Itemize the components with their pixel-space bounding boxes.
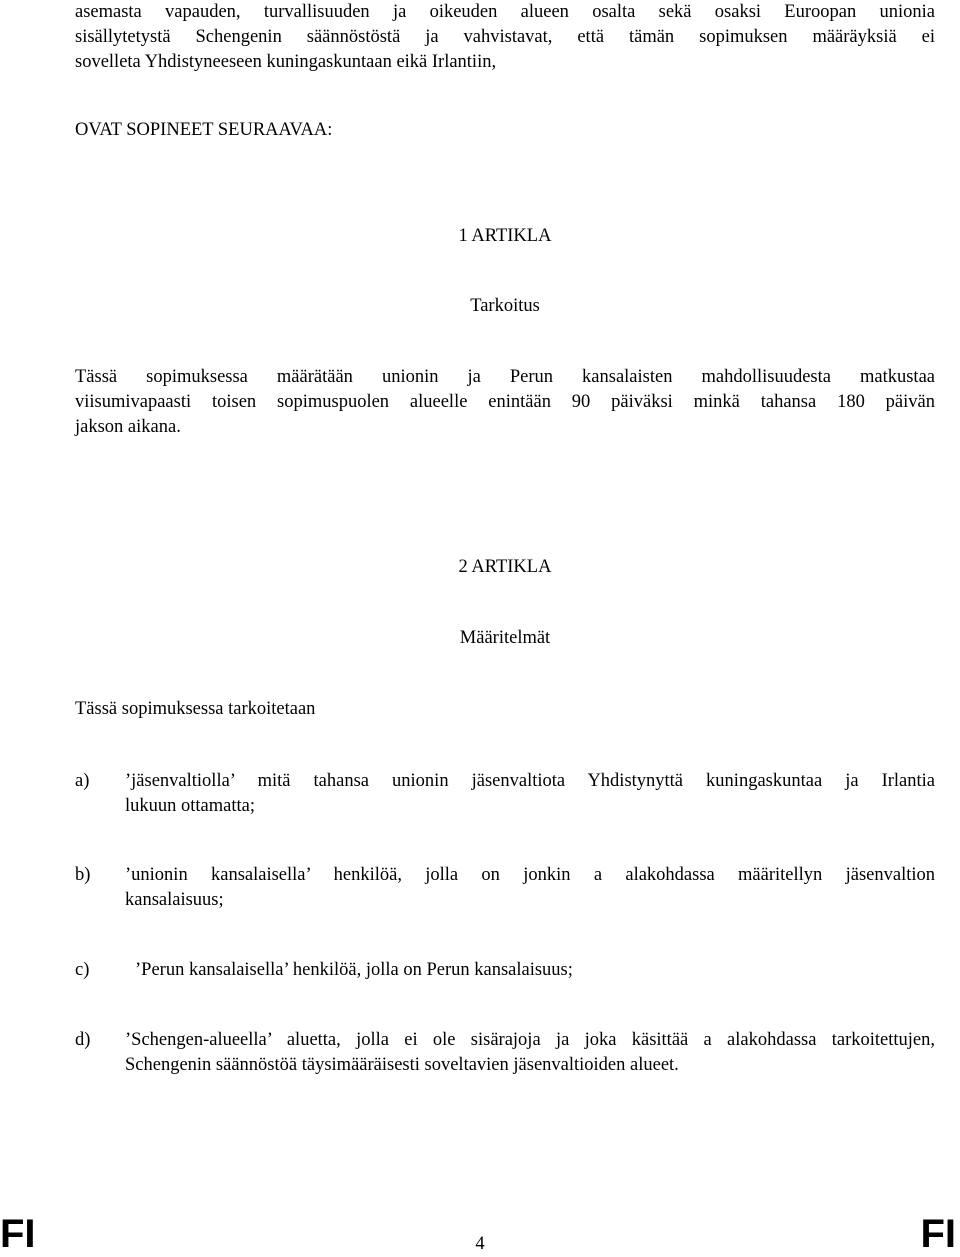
item-line: ’Schengen-alueella’ aluetta, jolla ei ole sisärajoja ja joka käsittää a alakohdassa tarkoitettujen, — [125, 1030, 935, 1050]
item-line: Schengenin säännöstöä täysimääräisesti soveltavien jäsenvaltioiden alueet. — [125, 1055, 679, 1075]
article-2-intro: Tässä sopimuksessa tarkoitetaan — [75, 699, 316, 719]
intro-line: sovelleta Yhdistyneeseen kuningaskuntaan eikä Irlantiin, — [75, 52, 497, 72]
agreed-statement: OVAT SOPINEET SEURAAVAA: — [75, 120, 333, 140]
definition-item-a — [75, 769, 935, 819]
article-2-heading: 2 ARTIKLA — [458, 557, 552, 577]
item-letter: a) — [75, 771, 90, 791]
item-line: kansalaisuus; — [125, 890, 224, 910]
item-text — [125, 1028, 935, 1078]
item-text — [125, 769, 935, 819]
intro-line: sisällytetystä Schengenin säännöstöstä ja vahvistavat, että tämän sopimuksen määräyksiä ei — [75, 27, 935, 47]
article-1-line: Tässä sopimuksessa määrätään unionin ja Perun kansalaisten mahdollisuudesta matkustaa — [75, 367, 935, 387]
definition-item-c — [75, 958, 935, 983]
page-number: 4 — [475, 1234, 485, 1254]
article-1-line: viisumivapaasti toisen sopimuspuolen alueelle enintään 90 päiväksi minkä tahansa 180 päivän — [75, 392, 935, 412]
item-letter: b) — [75, 865, 91, 885]
intro-line: asemasta vapauden, turvallisuuden ja oikeuden alueen osalta sekä osaksi Euroopan unionia — [75, 2, 935, 22]
item-line: ’unionin kansalaisella’ henkilöä, jolla on jonkin a alakohdassa määritellyn jäsenvaltion — [125, 865, 935, 885]
article-1-paragraph — [75, 365, 935, 440]
footer-language-code-left: FI — [0, 1212, 36, 1256]
article-1-heading: 1 ARTIKLA — [458, 226, 552, 246]
item-line: ’jäsenvaltiolla’ mitä tahansa unionin jäsenvaltiota Yhdistynyttä kuningaskuntaa ja Irlantia — [125, 771, 935, 791]
definition-item-d — [75, 1028, 935, 1078]
item-text — [135, 958, 935, 983]
item-text — [125, 863, 935, 913]
item-line: lukuun ottamatta; — [125, 796, 255, 816]
footer-language-code-right: FI — [920, 1212, 956, 1256]
article-2-title: Määritelmät — [459, 628, 551, 648]
item-line: ’Perun kansalaisella’ henkilöä, jolla on Perun kansalaisuus; — [135, 960, 573, 980]
article-1-title: Tarkoitus — [470, 296, 540, 316]
definition-item-b — [75, 863, 935, 913]
item-letter: c) — [75, 960, 90, 980]
intro-paragraph — [75, 0, 935, 75]
item-letter: d) — [75, 1030, 91, 1050]
article-1-line: jakson aikana. — [75, 417, 181, 437]
